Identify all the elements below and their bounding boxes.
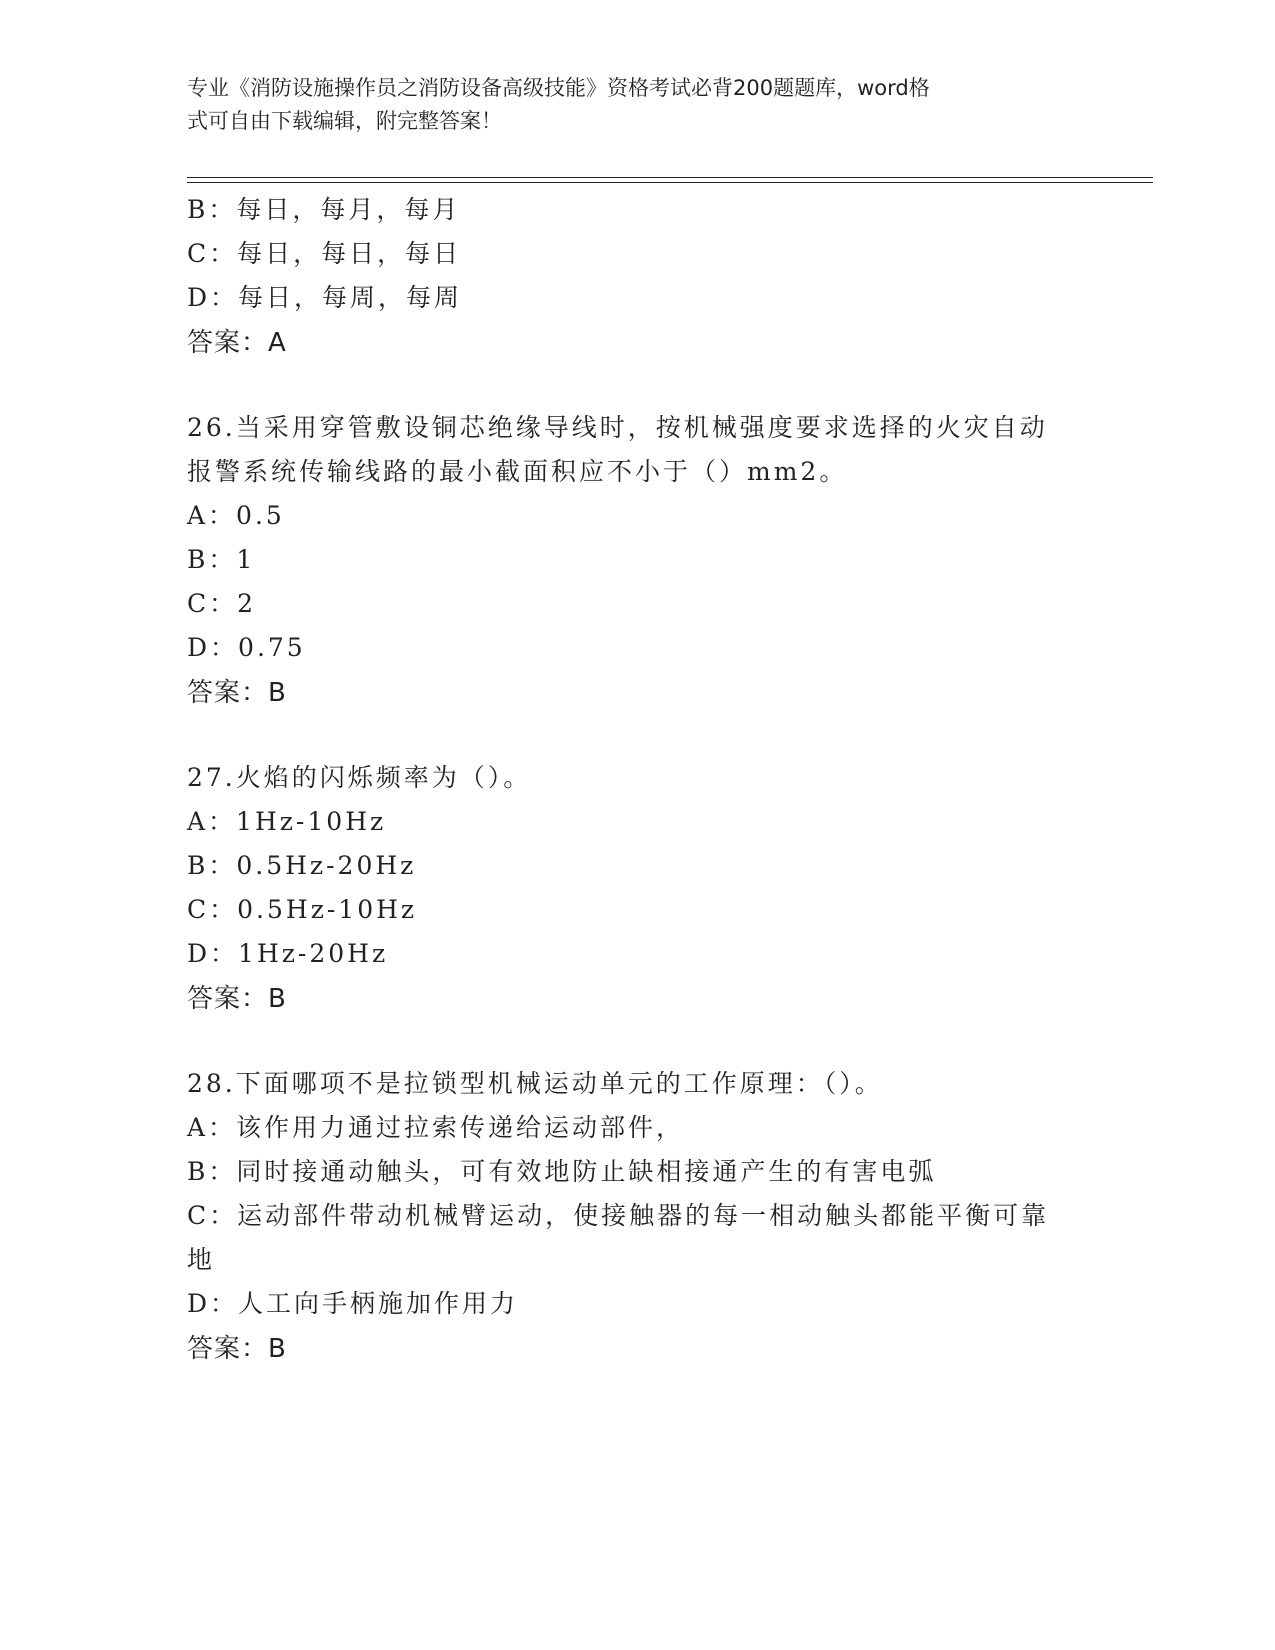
q28-option-b: B：同时接通动触头，可有效地防止缺相接通产生的有害电弧 (187, 1157, 937, 1186)
q27-option-d: D：1Hz-20Hz (187, 939, 389, 968)
q27-option-a: A：1Hz-10Hz (187, 807, 387, 836)
header-divider-bottom (187, 182, 1153, 183)
q27-option-b: B：0.5Hz-20Hz (187, 851, 417, 880)
q28-stem-line-1: 28.下面哪项不是拉锁型机械运动单元的工作原理：（）。 (187, 1069, 883, 1098)
q25-option-d: D：每日，每周，每周 (187, 283, 463, 312)
header-divider-top (187, 177, 1153, 178)
header-line-2: 式可自由下载编辑，附完整答案！ (187, 109, 502, 133)
q26-option-a: A：0.5 (187, 501, 285, 530)
q26-option-b: B：1 (187, 545, 256, 574)
q26-option-d: D：0.75 (187, 633, 306, 662)
q27-option-c: C：0.5Hz-10Hz (187, 895, 418, 924)
q25-option-c: C：每日，每日，每日 (187, 239, 462, 268)
q26-stem-line-2: 报警系统传输线路的最小截面积应不小于（）mm2。 (187, 457, 848, 486)
page-header (187, 72, 1067, 138)
q28-option-c-line-1: C：运动部件带动机械臂运动，使接触器的每一相动触头都能平衡可靠 (187, 1201, 1050, 1230)
q28-option-d: D：人工向手柄施加作用力 (187, 1289, 519, 1318)
q26-answer: 答案：B (187, 678, 287, 708)
q28-option-a: A：该作用力通过拉索传递给运动部件， (187, 1113, 685, 1142)
q25-answer: 答案：A (187, 328, 287, 358)
header-line-1: 专业《消防设施操作员之消防设备高级技能》资格考试必背200题题库，word格 (187, 76, 930, 100)
q26-stem-line-1: 26.当采用穿管敷设铜芯绝缘导线时，按机械强度要求选择的火灾自动 (187, 413, 1048, 442)
q28-option-c-line-2: 地 (187, 1245, 216, 1274)
q27-answer: 答案：B (187, 984, 287, 1014)
q28-answer: 答案：B (187, 1334, 287, 1364)
q25-option-b: B：每日，每月，每月 (187, 195, 461, 224)
q26-option-c: C：2 (187, 589, 257, 618)
q27-stem-line-1: 27.火焰的闪烁频率为（）。 (187, 763, 532, 792)
